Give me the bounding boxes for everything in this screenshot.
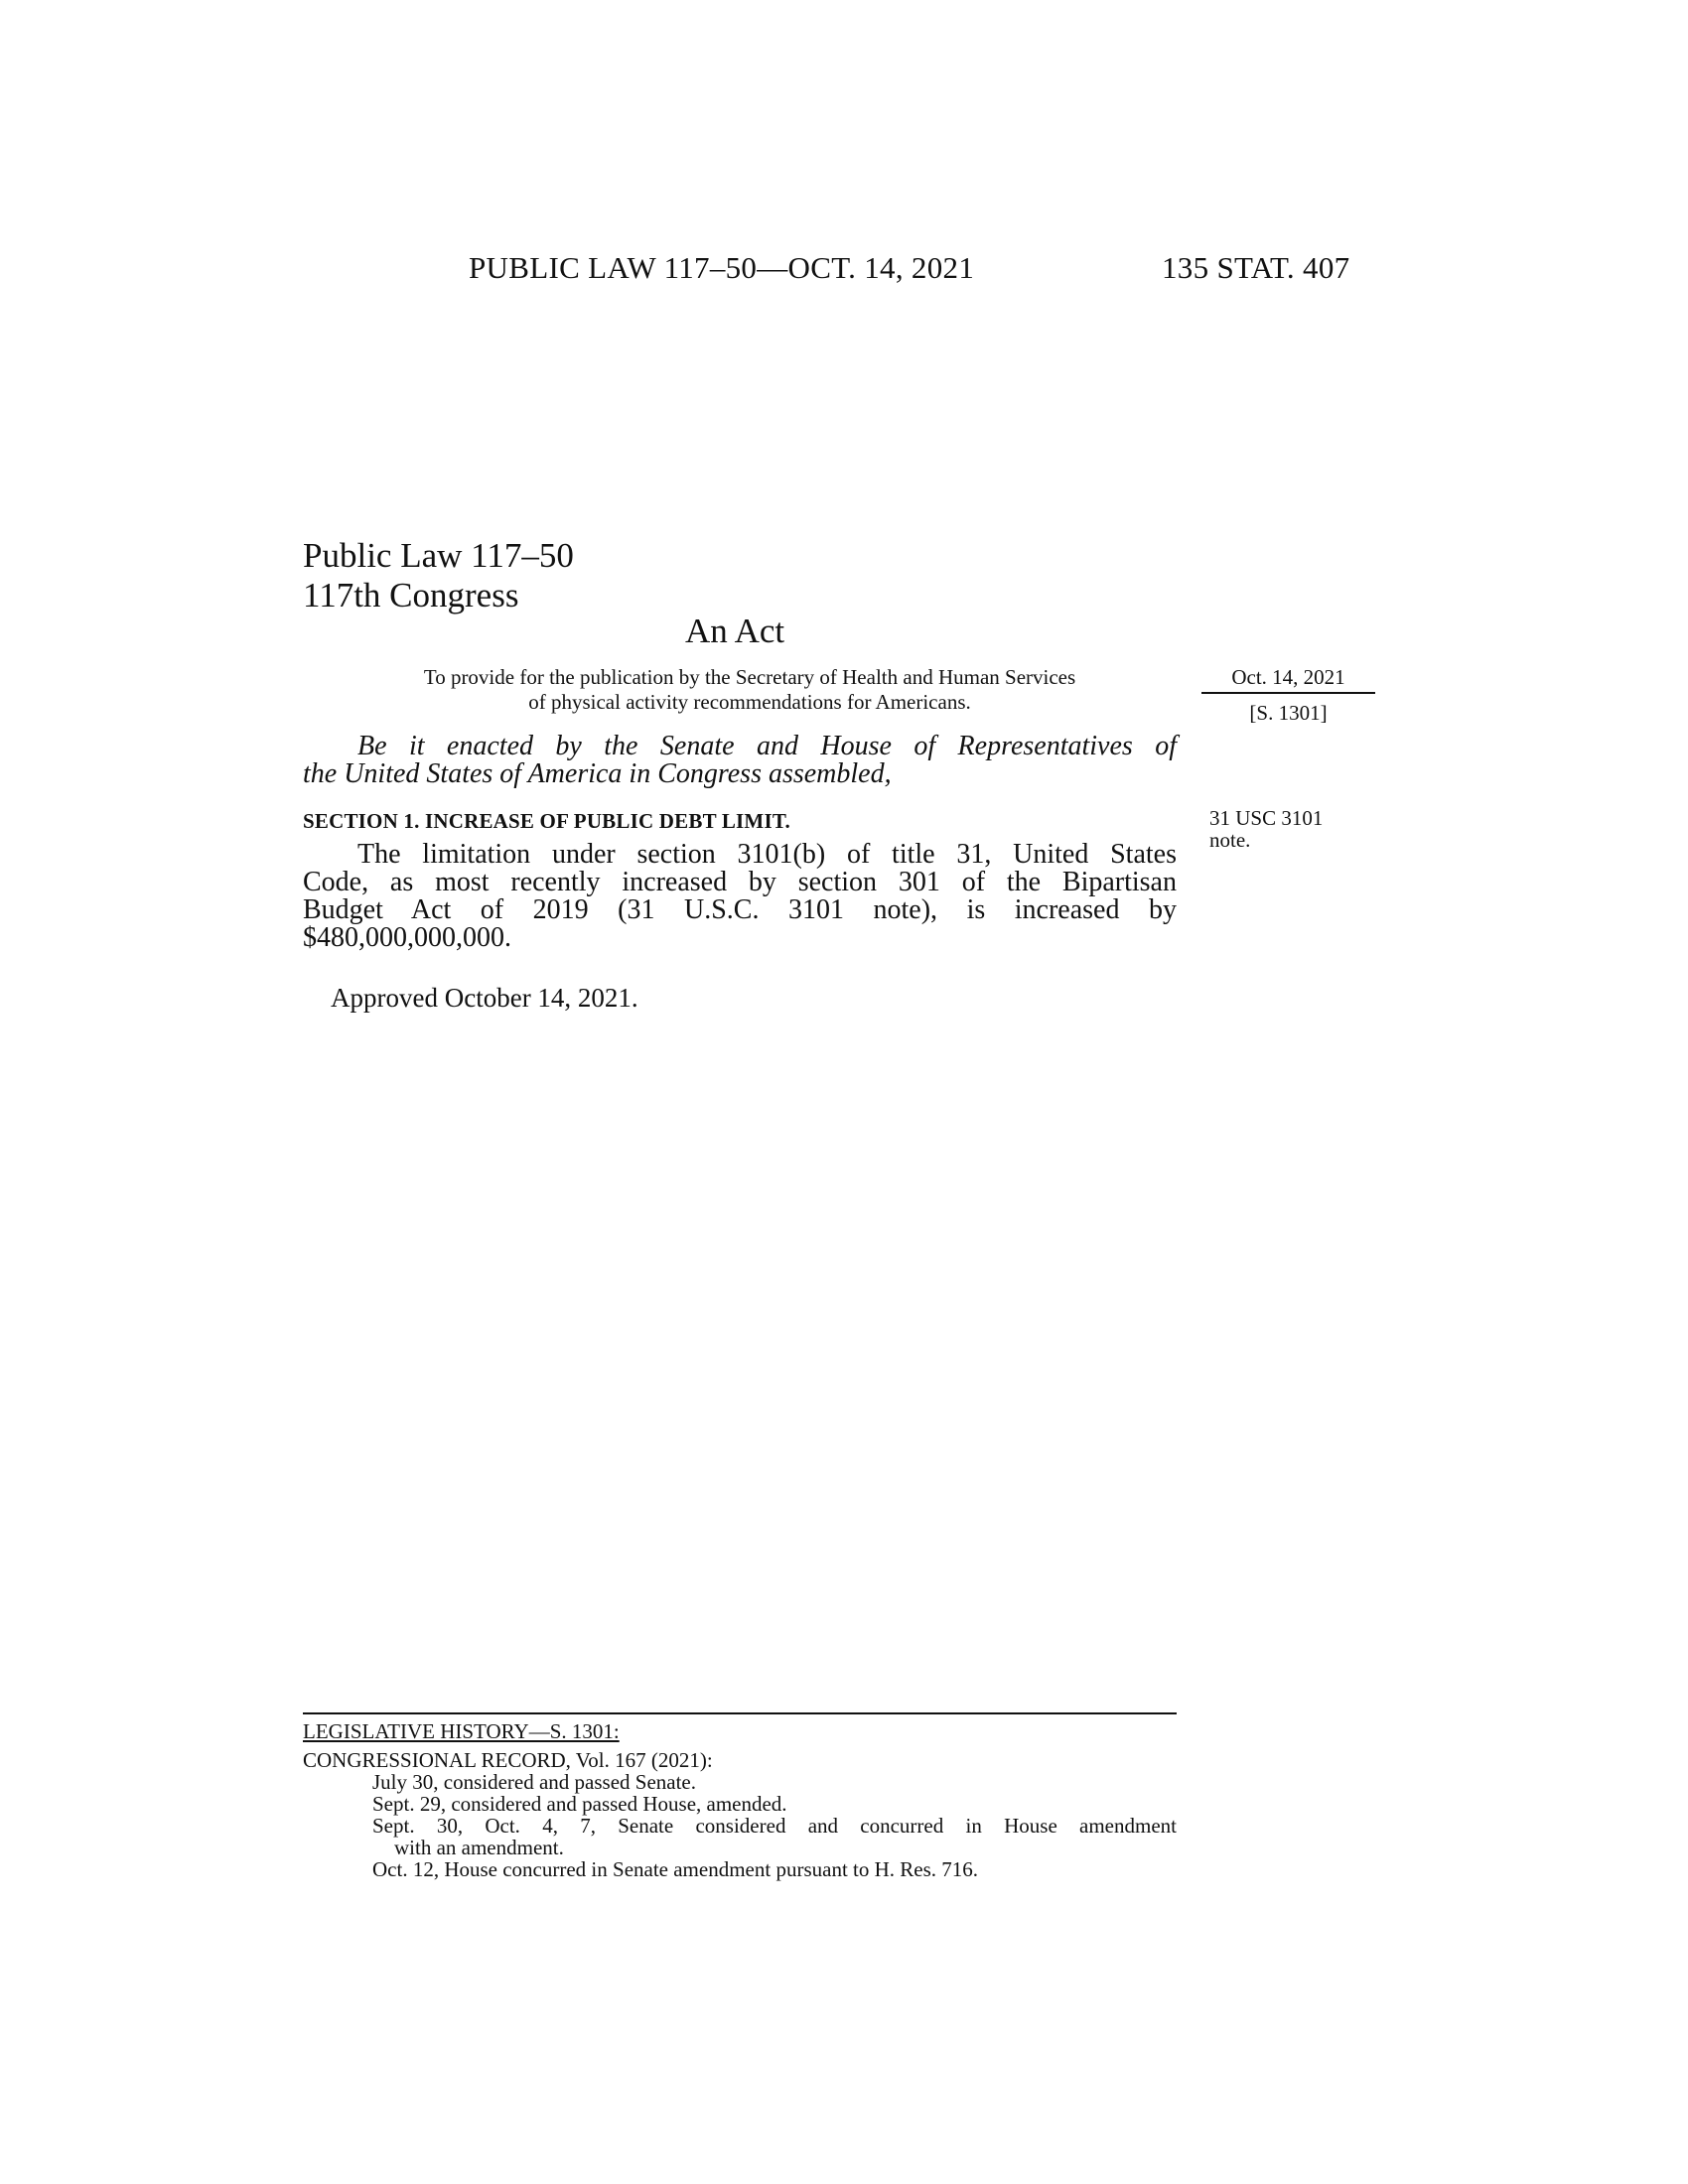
enacting-clause xyxy=(303,733,1177,788)
margin-bill-number: [S. 1301] xyxy=(1249,701,1328,725)
statutes-page-number: 135 STAT. 407 xyxy=(1162,250,1350,285)
purpose-line: To provide for the publication by the Secretary of Health and Human Services xyxy=(423,665,1076,689)
legislative-history-list xyxy=(303,1771,1177,1880)
history-item xyxy=(303,1793,1177,1815)
history-item-text: July 30, considered and passed Senate. xyxy=(372,1770,697,1794)
margin-divider xyxy=(1201,692,1375,694)
section-body-line: The limitation under section 3101(b) of title 31, United States xyxy=(357,839,1177,870)
usc-note-line: 31 USC 3101 xyxy=(1209,806,1324,830)
running-head: PUBLIC LAW 117–50—OCT. 14, 2021 xyxy=(469,250,975,285)
congress-number: 117th Congress xyxy=(303,576,519,614)
history-item-text: Sept. 30, Oct. 4, 7, Senate considered and concurred in House amendment xyxy=(372,1814,1177,1838)
enacting-line: Be it enacted by the Senate and House of Representatives of xyxy=(357,731,1177,761)
footer-divider xyxy=(303,1712,1177,1714)
section-body-line: Code, as most recently increased by section 301 of the Bipartisan xyxy=(303,867,1177,897)
section-heading: SECTION 1. INCREASE OF PUBLIC DEBT LIMIT. xyxy=(303,809,790,833)
purpose-statement xyxy=(303,665,1196,715)
enacting-line: the United States of America in Congress assembled, xyxy=(303,758,892,789)
congressional-record-title: CONGRESSIONAL RECORD, Vol. 167 (2021): xyxy=(303,1748,713,1772)
history-item-continuation: with an amendment. xyxy=(394,1836,564,1859)
history-item-text: Oct. 12, House concurred in Senate amendment pursuant to H. Res. 716. xyxy=(372,1857,979,1881)
margin-date: Oct. 14, 2021 xyxy=(1231,665,1345,689)
usc-margin-note xyxy=(1209,807,1358,851)
legislative-history-title: LEGISLATIVE HISTORY—S. 1301: xyxy=(303,1719,620,1743)
usc-note-line: note. xyxy=(1209,828,1251,852)
section-body-line: Budget Act of 2019 (31 U.S.C. 3101 note), is increased by xyxy=(303,894,1177,925)
history-item-text: Sept. 29, considered and passed House, amended. xyxy=(372,1792,787,1816)
history-item xyxy=(303,1858,1177,1880)
history-item xyxy=(303,1771,1177,1793)
purpose-line: of physical activity recommendations for Americans. xyxy=(528,690,971,714)
approval-date: Approved October 14, 2021. xyxy=(331,983,638,1013)
history-item xyxy=(303,1815,1177,1858)
act-title: An Act xyxy=(685,612,785,650)
public-law-number: Public Law 117–50 xyxy=(303,536,574,575)
section-body xyxy=(303,841,1177,952)
section-body-line: $480,000,000,000. xyxy=(303,922,511,953)
